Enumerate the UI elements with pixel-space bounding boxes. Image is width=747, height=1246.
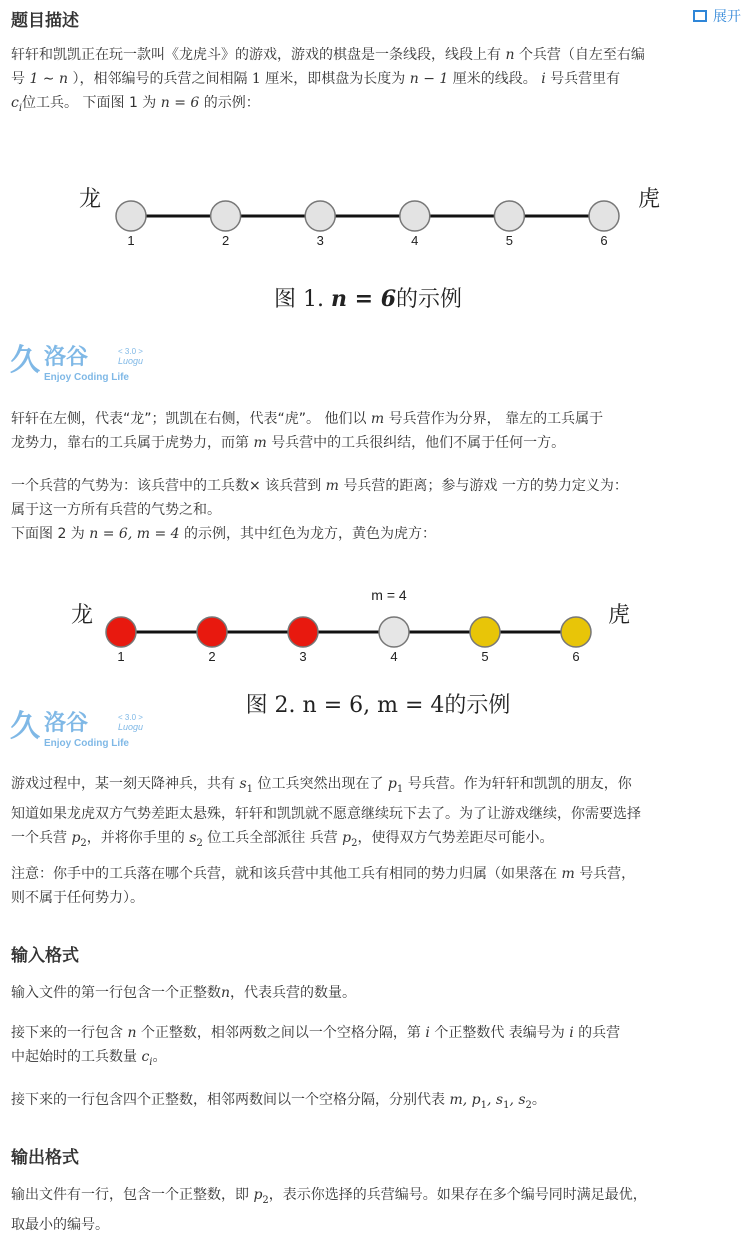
figure1-node-2 [211,201,241,231]
figure2-node-label-3: 3 [299,649,307,664]
figure2-node-label-4: 4 [390,649,398,664]
expand-button[interactable] [693,6,741,26]
expand-label: 展开 [713,9,741,25]
figure1-right-label: 虎 [637,186,661,211]
luogu-logo-slogan: Enjoy Coding Life [44,372,129,383]
figure2-node-label-1: 1 [117,649,125,664]
description-paragraph-2: 轩轩在左侧，代表“龙”；凯凯在右侧，代表“虎”。 他们以 m 号兵营作为分界， 靠左的工兵属于 龙势力，靠右的工兵属于虎势力，而第 m 号兵营中的工兵很纠结，他们不属于任何一方。 [11,411,604,451]
input-line-2: 接下来的一行包含 n 个正整数，相邻两数之间以一个空格分隔，第 i 个正整数代 表编号为 i 的兵营 中起始时的工兵数量 $c_i$。 [11,1025,621,1068]
input-line-3: 接下来的一行包含四个正整数，相邻两数间以一个空格分隔，分别代表 m, $p_1$, $s_1$, $s_2$。 [11,1092,546,1111]
figure1-caption: 图 1. n = 6的示例 [273,286,463,312]
figure1-left-label: 龙 [78,186,102,211]
luogu-logo-version: < 3.0 > [118,347,143,356]
luogu-logo-2-graphic [10,706,160,752]
luogu-logo-mark: 久 [10,344,40,377]
figure1-node-label-5: 5 [505,233,514,248]
figure2-left-label: 龙 [70,602,94,627]
description-paragraph-5: 注意：你手中的工兵落在哪个兵营，就和该兵营中其他工兵有相同的势力归属（如果落在 m 号兵营， 则不属于任何势力）。 [11,866,636,906]
section-title-input: 输入格式 [11,946,79,966]
luogu-logo-2-version: < 3.0 > [118,713,143,722]
figure2-node-5 [470,617,500,647]
figure2-right-label: 虎 [607,602,631,627]
figure2-node-4 [379,617,409,647]
figure1-node-3 [305,201,335,231]
figure2-node-label-6: 6 [572,649,580,664]
figure1-node-1 [116,201,146,231]
input-line-1: 输入文件的第一行包含一个正整数n，代表兵营的数量。 [11,985,357,1001]
description-paragraph-4: 游戏过程中，某一刻天降神兵，共有 $s_1$ 位工兵突然出现在了 $p_1$ 号兵营。作为轩轩和凯凯的朋友，你 知道如果龙虎双方气势差距太悬殊，轩轩和凯凯就不愿意继续玩下去了。为了让游戏继续，你需要选择 一个兵营 $p_2$，并将你手里的 $s_2$ 位工兵全部派往 兵营 $p_2$，使得双方气势差距尽可能小。 [11,776,641,849]
luogu-logo-name: 洛谷 [44,344,89,369]
figure1-node-label-4: 4 [411,233,419,248]
figure2-node-label-2: 2 [208,649,216,664]
figure1-node-label-3: 3 [316,233,324,248]
luogu-logo-graphic [10,340,160,386]
section-title-output: 输出格式 [11,1148,79,1168]
figure2-node-1 [106,617,136,647]
luogu-logo-2 [10,706,150,750]
luogu-logo-2-slogan: Enjoy Coding Life [44,738,129,749]
figure1-node-label-2: 2 [221,233,230,248]
figure2-caption: 图 2. n = 6, m = 4的示例 [245,693,511,718]
figure1-node-label-6: 6 [600,233,608,248]
figure1-node-6 [589,201,619,231]
output-line-1: 输出文件有一行，包含一个正整数，即 $p_2$，表示你选择的兵营编号。如果存在多个编号同时满足最优， 取最小的编号。 [11,1187,647,1233]
figure2-node-6 [561,617,591,647]
section-title-description: 题目描述 [11,11,79,31]
luogu-logo [10,340,150,384]
luogu-logo-2-mark: 久 [10,710,40,743]
figure2-node-label-5: 5 [481,649,489,664]
description-paragraph-1: 轩轩和凯凯正在玩一款叫《龙虎斗》的游戏，游戏的棋盘是一条线段，线段上有 n 个兵营（自左至右编 号 1 ∼ n ），相邻编号的兵营之间相隔 1 厘米，即棋盘为长度为 n − 1 厘米的线段。 i 号兵营里有 $c_i$位工兵。 下面图 1 为 n = 6 的示例： [11,47,645,114]
figure1-node-5 [494,201,524,231]
luogu-logo-sub: Luogu [118,356,144,366]
figure2-m-label: m = 4 [371,587,407,603]
figure2-node-2 [197,617,227,647]
luogu-logo-2-name: 洛谷 [44,710,89,735]
expand-icon [693,10,707,22]
description-paragraph-3: 一个兵营的气势为：该兵营中的工兵数× 该兵营到 m 号兵营的距离；参与游戏 一方的势力定义为： 属于这一方所有兵营的气势之和。 下面图 2 为 n = 6, m = 4 的示例，其中红色为龙方，黄色为虎方： [11,478,628,542]
figure1-node-label-1: 1 [127,233,135,248]
figure1-node-4 [400,201,430,231]
figure-1 [0,170,747,330]
luogu-logo-2-sub: Luogu [118,722,144,732]
figure2-node-3 [288,617,318,647]
